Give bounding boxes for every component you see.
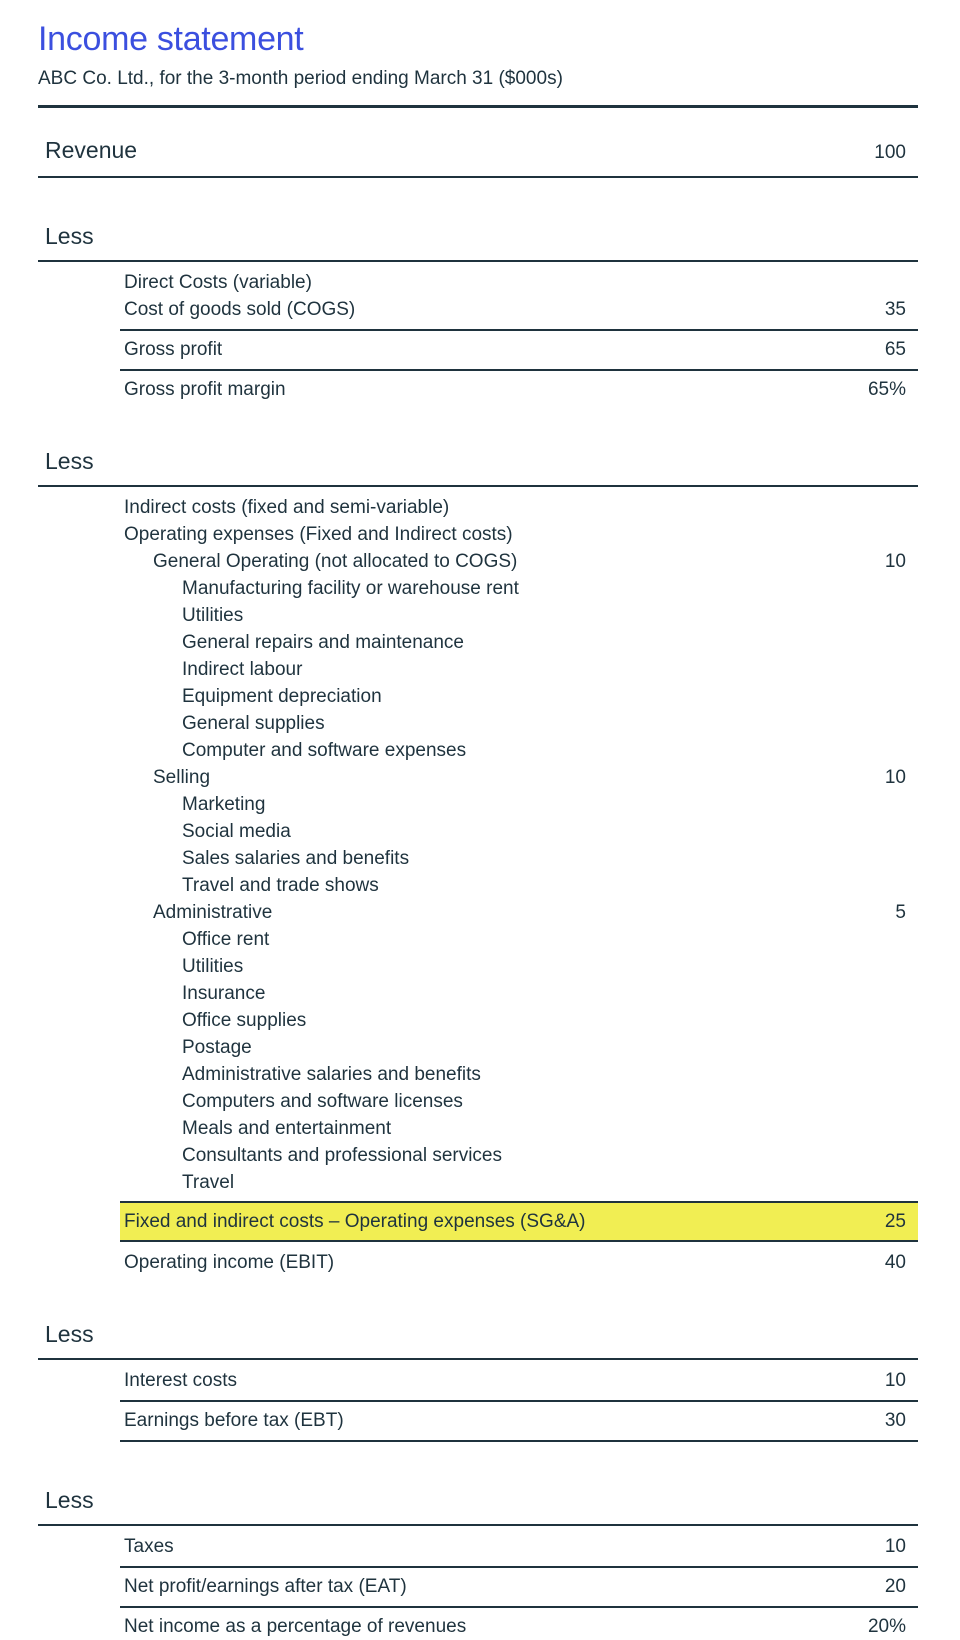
row-label: Operating expenses (Fixed and Indirect costs) (124, 524, 513, 545)
statement-row (120, 376, 918, 403)
row-label: Fixed and indirect costs – Operating expenses (SG&A) (124, 1211, 586, 1232)
row-value: 65% (867, 379, 906, 400)
row-label: Gross profit (124, 339, 223, 360)
statement-row (120, 1142, 918, 1169)
statement-row (120, 1007, 918, 1034)
section-rows (120, 1360, 918, 1442)
sections (38, 223, 918, 1640)
row-label: Office rent (182, 929, 270, 950)
row-label: Indirect labour (182, 659, 303, 680)
section-heading: Less (38, 1321, 918, 1360)
row-value: 30 (884, 1410, 906, 1431)
row-label: Administrative (153, 902, 273, 923)
row-value: 35 (884, 299, 906, 320)
statement-row (120, 764, 918, 791)
row-value: 5 (895, 902, 906, 923)
revenue-row (38, 108, 918, 178)
statement-row (120, 575, 918, 602)
row-value: 20 (884, 1576, 906, 1597)
statement-row (120, 296, 918, 331)
statement-row (120, 1573, 918, 1608)
row-value: 10 (884, 1370, 906, 1391)
statement-row (120, 980, 918, 1007)
row-label: General repairs and maintenance (182, 632, 465, 653)
row-label: General Operating (not allocated to COGS) (153, 551, 518, 572)
section-rows (120, 487, 918, 1276)
less-section-2 (38, 448, 918, 1276)
row-label: Operating income (EBIT) (124, 1252, 335, 1273)
statement-row (120, 1613, 918, 1640)
row-label: General supplies (182, 713, 325, 734)
less-section-3 (38, 1321, 918, 1442)
row-value: 65 (884, 339, 906, 360)
row-label: Equipment depreciation (182, 686, 382, 707)
statement-row (120, 1115, 918, 1142)
statement-row (120, 1034, 918, 1061)
highlighted-row (120, 1201, 918, 1242)
row-label: Marketing (182, 794, 266, 815)
row-label: Insurance (182, 983, 266, 1004)
statement-row (120, 899, 918, 926)
statement-row (120, 494, 918, 521)
row-label: Gross profit margin (124, 379, 286, 400)
statement-row (120, 1533, 918, 1568)
row-label: Direct Costs (variable) (124, 272, 312, 293)
statement-row (120, 1407, 918, 1442)
section-rows (120, 1526, 918, 1640)
row-value: 10 (884, 551, 906, 572)
statement-row (120, 269, 918, 296)
statement-row (120, 953, 918, 980)
statement-row (120, 548, 918, 575)
row-value: 10 (884, 1536, 906, 1557)
statement-row (120, 872, 918, 899)
row-label: Manufacturing facility or warehouse rent (182, 578, 519, 599)
statement-row (120, 818, 918, 845)
statement-row (120, 737, 918, 764)
statement-row (120, 683, 918, 710)
row-label: Cost of goods sold (COGS) (124, 299, 356, 320)
statement-row (120, 1088, 918, 1115)
statement-row (120, 845, 918, 872)
row-value: 10 (884, 767, 906, 788)
row-label: Net profit/earnings after tax (EAT) (124, 1576, 407, 1597)
revenue-value: 100 (874, 142, 906, 163)
statement-row (120, 602, 918, 629)
statement-row (120, 791, 918, 818)
statement-row (120, 521, 918, 548)
statement-row (120, 1169, 918, 1196)
section-rows (120, 262, 918, 403)
row-label: Interest costs (124, 1370, 237, 1391)
row-label: Consultants and professional services (182, 1145, 503, 1166)
statement-row (120, 926, 918, 953)
row-label: Sales salaries and benefits (182, 848, 410, 869)
page-title: Income statement (38, 20, 304, 58)
statement-row (120, 710, 918, 737)
section-heading: Less (38, 223, 918, 262)
row-label: Computer and software expenses (182, 740, 467, 761)
statement-row (120, 656, 918, 683)
statement-row (120, 1249, 918, 1276)
row-label: Computers and software licenses (182, 1091, 463, 1112)
less-section-1 (38, 223, 918, 403)
row-value: 40 (884, 1252, 906, 1273)
statement-row (120, 1367, 918, 1402)
row-label: Travel and trade shows (182, 875, 379, 896)
statement-row (120, 336, 918, 371)
statement-row (120, 1061, 918, 1088)
row-label: Taxes (124, 1536, 174, 1557)
row-value: 20% (867, 1616, 906, 1637)
row-label: Office supplies (182, 1010, 307, 1031)
row-label: Net income as a percentage of revenues (124, 1616, 467, 1637)
row-label: Administrative salaries and benefits (182, 1064, 481, 1085)
section-heading: Less (38, 448, 918, 487)
row-value: 25 (884, 1211, 906, 1232)
row-label: Utilities (182, 605, 244, 626)
less-section-4 (38, 1487, 918, 1640)
row-label: Travel (182, 1172, 235, 1193)
row-label: Selling (153, 767, 211, 788)
revenue-label: Revenue (45, 137, 138, 163)
page-subtitle: ABC Co. Ltd., for the 3-month period ending March 31 ($000s) (38, 68, 563, 89)
row-label: Meals and entertainment (182, 1118, 392, 1139)
row-label: Social media (182, 821, 291, 842)
row-label: Indirect costs (fixed and semi-variable) (124, 497, 450, 518)
section-heading: Less (38, 1487, 918, 1526)
row-label: Earnings before tax (EBT) (124, 1410, 344, 1431)
row-label: Postage (182, 1037, 252, 1058)
statement-row (120, 629, 918, 656)
row-label: Utilities (182, 956, 244, 977)
